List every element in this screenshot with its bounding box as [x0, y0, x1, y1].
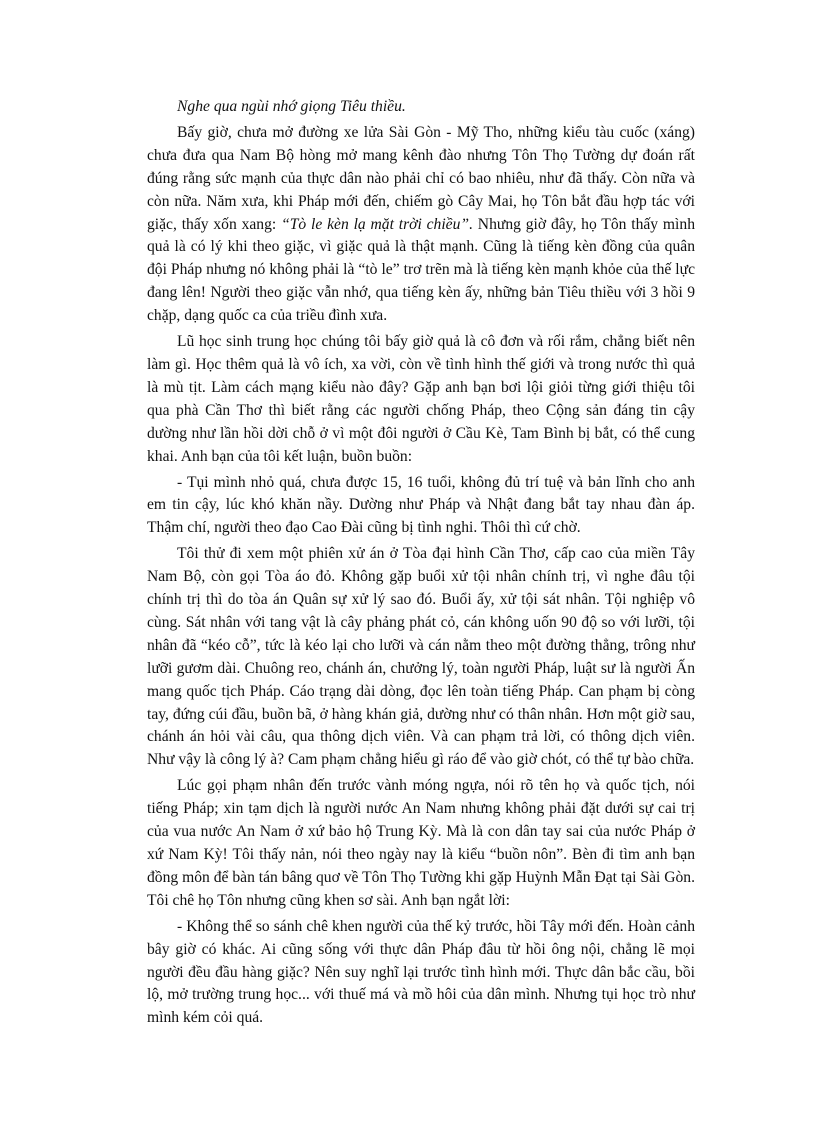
dialogue-paragraph: - Tụi mình nhỏ quá, chưa được 15, 16 tuổi, không đủ trí tuệ và bản lĩnh cho anh em tin cậy, lúc khó khăn nầy. Dường như Pháp và Nhật đang bắt tay nhau đàn áp. Thậm chí, người theo đạo Cao Đài cũng bị tình nghi. Thôi thì cứ chờ. — [147, 473, 695, 537]
paragraph: Lũ học sinh trung học chúng tôi bấy giờ quả là cô đơn và rối rắm, chẳng biết nên làm gì. Học thêm quả là vô ích, xa vời, còn về tình hình thế giới và trong nước thì quả là mù tịt. Làm cách mạng kiểu nào đây? Gặp anh bạn bơi lội giỏi từng giới thiệu tôi qua phà Cần Thơ thì biết rằng các người chống Pháp, theo Cộng sản đáng tin cậy dường như lần hồi dời chỗ ở vì một đôi người ở Cầu Kè, Tam Bình bị bắt, có thể cung khai. Anh bạn của tôi kết luận, buồn buồn: — [147, 333, 695, 465]
dialogue-paragraph: - Không thể so sánh chê khen người của thế kỷ trước, hồi Tây mới đến. Hoàn cảnh bây giờ có khác. Ai cũng sống với thực dân Pháp đâu từ hồi ông nội, chẳng lẽ mọi người đều đầu hàng giặc? Nên suy nghĩ lại trước tình hình mới. Thực dân bắc cầu, bồi lộ, mở trường trung học... với thuế má và mồ hôi của dân mình. Nhưng tụi học trò như mình kém cỏi quá. — [147, 917, 695, 1027]
paragraph-text: Nhưng giờ đây, họ Tôn thấy mình quả là có lý khi theo giặc, vì giặc quả là thật mạnh. Cũng là tiếng kèn đồng của quân đội Pháp nhưng nó không phải là “tò le” trơ trẽn mà là tiếng kèn mạnh khỏe của thế lực đang lên! Người theo giặc vẫn nhớ, qua tiếng kèn ấy, những bản Tiêu thiều với 3 hồi 9 chặp, dạng quốc ca của triều đình xưa. — [147, 215, 695, 325]
paragraph — [147, 122, 695, 328]
verse-line: Nghe qua ngùi nhớ giọng Tiêu thiều. — [177, 98, 406, 115]
paragraph-text: Bấy giờ, chưa mở đường xe lửa Sài Gòn - Mỹ Tho, những kiểu tàu cuốc (xáng) chưa đưa qua Nam Bộ hòng mở mang kênh đào nhưng Tôn Thọ Tường dự đoán rất đúng rằng sức mạnh của thực dân nào phải chỉ có bao nhiêu, như đã thấy. Còn nữa và còn nữa. Năm xưa, khi Pháp mới đến, chiếm gò Cây Mai, họ Tôn bắt đầu hợp tác với giặc, thấy xốn xang: — [147, 123, 695, 233]
document-body — [147, 96, 695, 1030]
paragraph: Tôi thử đi xem một phiên xử án ở Tòa đại hình Cần Thơ, cấp cao của miền Tây Nam Bộ, còn gọi Tòa áo đỏ. Không gặp buổi xử tội nhân chính trị, vì nghe đâu tội chính trị thì do tòa án Quân sự xử lý sao đó. Buổi ấy, xử tội sát nhân. Tội nghiệp vô cùng. Sát nhân với tang vật là cây phảng phát cỏ, cán không uốn 90 độ so với lưỡi, tội nhân đã “kéo cỗ”, tức là kéo lại cho lưỡi và cán nằm theo một đường thẳng, trông như lưỡi gươm dài. Chuông reo, chánh án, chưởng lý, toàn người Pháp, luật sư là người Ấn mang quốc tịch Pháp. Cáo trạng dài dòng, đọc lên toàn tiếng Pháp. Can phạm bị còng tay, đứng cúi đầu, buồn bã, ở hàng khán giả, dường như có thân nhân. Hơn một giờ sau, chánh án hỏi vài câu, qua thông dịch viên. Và can phạm trả lời, có thông dịch viên. Như vậy là công lý à? Cam phạm chẳng hiểu gì ráo để vào giờ chót, có thể tự bào chữa. — [147, 545, 695, 769]
paragraph: Lúc gọi phạm nhân đến trước vành móng ngựa, nói rõ tên họ và quốc tịch, nói tiếng Pháp; xin tạm dịch là người nước An Nam nhưng không phải đặt dưới sự cai trị của vua nước An Nam ở xứ bảo hộ Trung Kỳ. Mà là con dân tay sai của nước Pháp ở xứ Nam Kỳ! Tôi thấy nản, nói theo ngày nay là kiểu “buồn nôn”. Bèn đi tìm anh bạn đồng môn để bàn tán bâng quơ về Tôn Thọ Tường khi gặp Huỳnh Mẫn Đạt tại Sài Gòn. Tôi chê họ Tôn nhưng cũng khen sơ sài. Anh bạn ngắt lời: — [147, 777, 695, 909]
quoted-verse: “Tò le kèn lạ mặt trời chiều”. — [281, 215, 473, 233]
